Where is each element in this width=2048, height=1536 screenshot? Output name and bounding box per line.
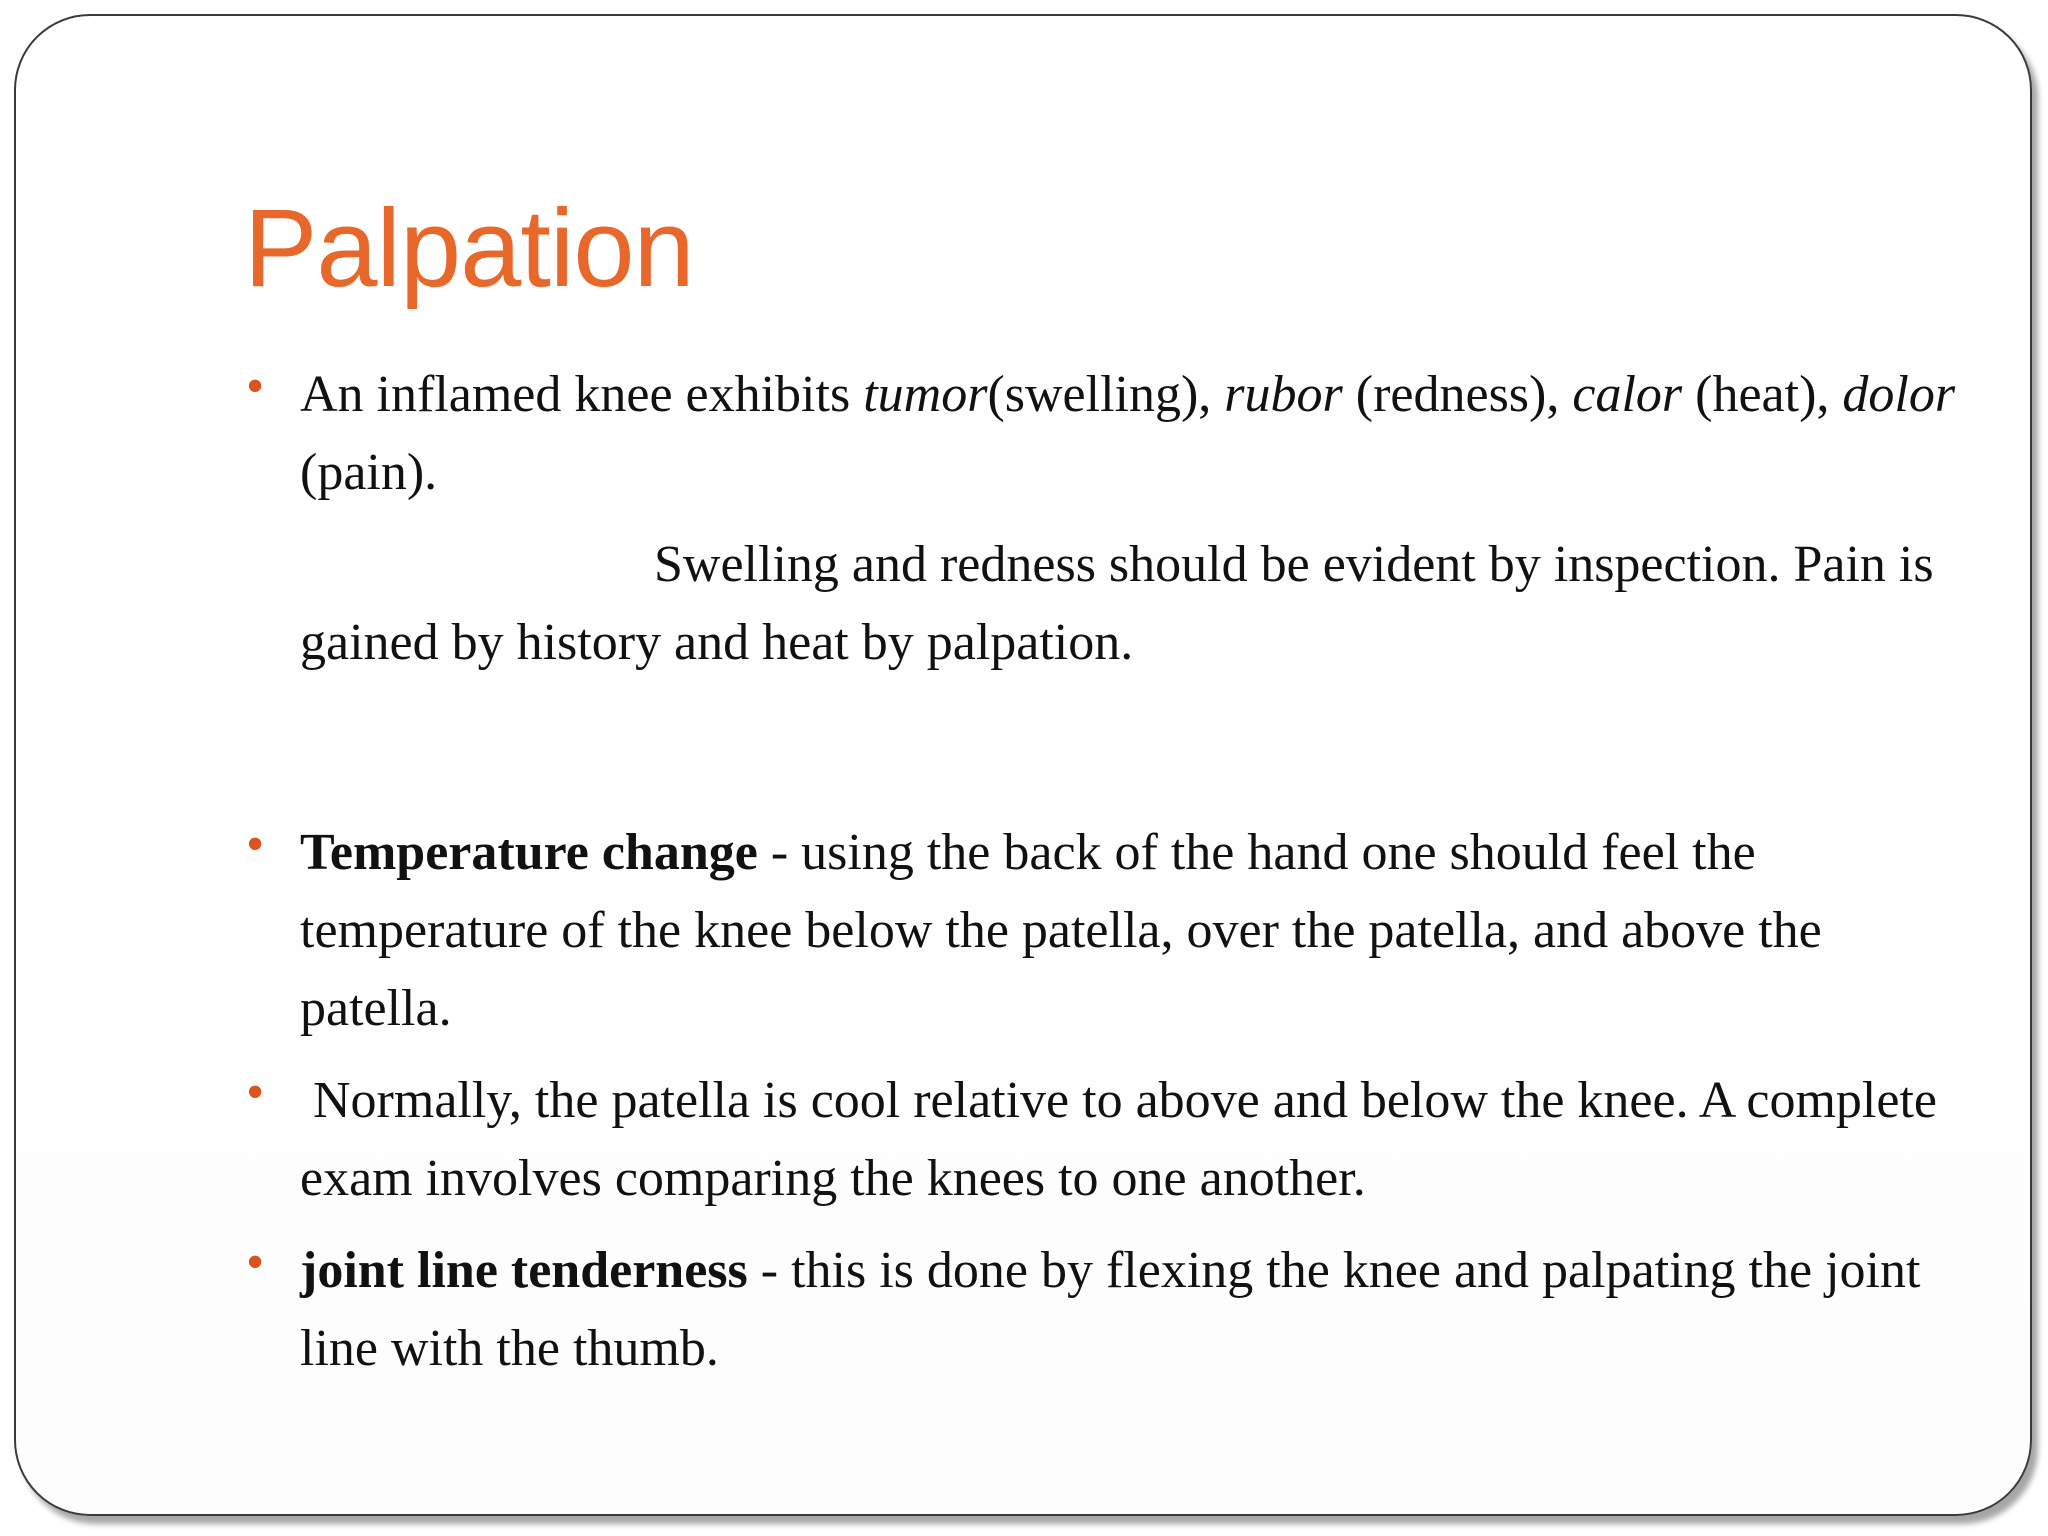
text-segment: (swelling), bbox=[987, 366, 1225, 423]
term-rubor: rubor bbox=[1224, 366, 1343, 423]
text-segment: (redness), bbox=[1342, 366, 1573, 423]
slide-title: Palpation bbox=[244, 187, 694, 310]
bullet-list bbox=[244, 356, 1964, 1388]
bullet-dot-icon: • bbox=[246, 358, 265, 415]
bullet-item-joint-line-tenderness bbox=[244, 1232, 1964, 1388]
bullet-dot-icon: • bbox=[246, 1234, 265, 1291]
item-body: - using the back of the hand one should feel the temperature of the knee below the patella, over the patella, and above the patella. bbox=[300, 824, 1822, 1037]
item-body: - this is done by flexing the knee and palpating the joint line with the thumb. bbox=[300, 1242, 1921, 1377]
text-segment: (heat), bbox=[1682, 366, 1843, 423]
bullet-item-normal-patella bbox=[244, 1062, 1964, 1218]
item-text bbox=[300, 1242, 1920, 1377]
text-segment: (pain). bbox=[300, 444, 438, 501]
bullet-dot-icon: • bbox=[246, 816, 265, 873]
text-segment: An inflamed knee exhibits bbox=[300, 366, 864, 423]
bullet-item-temperature-change bbox=[244, 814, 1964, 1048]
slide-frame bbox=[14, 14, 2032, 1516]
continuation-paragraph: Swelling and redness should be evident by inspection. Pain is gained by history and heat by palpation. bbox=[300, 536, 1934, 671]
bullet-dot-icon: • bbox=[246, 1064, 265, 1121]
term-calor: calor bbox=[1572, 366, 1683, 423]
item-text bbox=[300, 824, 1822, 1037]
item-text: Normally, the patella is cool relative to above and below the knee. A complete exam involves comparing the knees to one another. bbox=[300, 1072, 1950, 1207]
item-text bbox=[300, 366, 1955, 501]
lead-term: Temperature change bbox=[300, 824, 758, 881]
term-dolor: dolor bbox=[1842, 366, 1956, 423]
lead-term: joint line tenderness bbox=[300, 1242, 748, 1299]
term-tumor: tumor bbox=[863, 366, 988, 423]
bullet-item-inflammation bbox=[244, 356, 1964, 682]
